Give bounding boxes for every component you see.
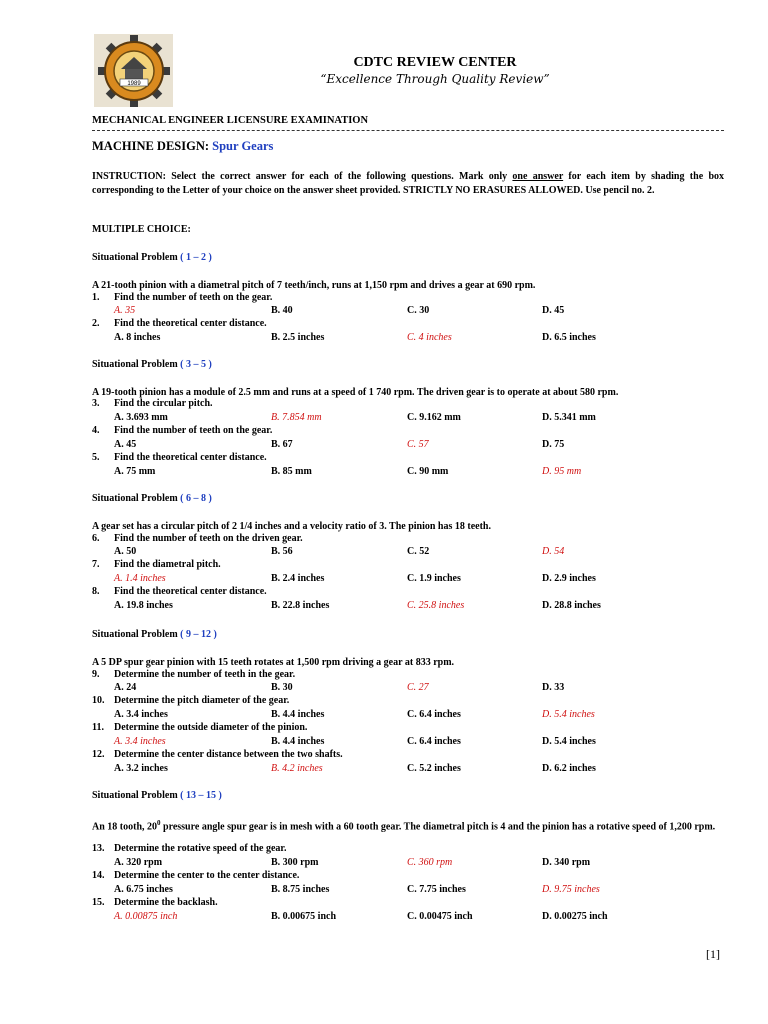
answer-option-d-correct: D. 95 mm <box>542 466 582 477</box>
answer-option-b-correct: B. 4.2 inches <box>271 763 323 774</box>
answer-option-c: C. 0.00475 inch <box>407 911 473 922</box>
situational-problem-range: ( 3 – 5 ) <box>180 359 212 370</box>
answer-option-b: B. 56 <box>271 546 293 557</box>
answer-option-d: D. 6.5 inches <box>542 332 596 343</box>
answer-option-b: B. 2.4 inches <box>271 573 325 584</box>
answer-option-a: A. 24 <box>114 682 137 693</box>
situational-problem-label: Situational Problem <box>92 493 178 504</box>
answer-option-a: A. 8 inches <box>114 332 161 343</box>
exam-title: MECHANICAL ENGINEER LICENSURE EXAMINATION <box>92 115 369 126</box>
answer-option-a: A. 19.8 inches <box>114 600 173 611</box>
answer-option-a: A. 75 mm <box>114 466 156 477</box>
answer-option-c: C. 9.162 mm <box>407 412 461 423</box>
situational-problem-range: ( 6 – 8 ) <box>180 493 212 504</box>
answer-option-d: D. 340 rpm <box>542 857 591 868</box>
answer-option-a-correct: A. 3.4 inches <box>114 736 166 747</box>
answer-option-c: C. 90 mm <box>407 466 449 477</box>
answer-option-d-correct: D. 5.4 inches <box>542 709 595 720</box>
answer-option-b: B. 40 <box>271 305 293 316</box>
question-stem: Find the diametral pitch. <box>114 559 221 570</box>
answer-option-b: B. 22.8 inches <box>271 600 330 611</box>
question-stem: Find the circular pitch. <box>114 398 213 409</box>
problem-statement-part: pressure angle spur gear is in mesh with a 60 tooth gear. The diametral pitch is 4 and the pinion has a rotative speed of 1,200 rpm. <box>160 821 716 833</box>
degree-superscript: 0 <box>157 819 161 827</box>
answer-option-d-correct: D. 54 <box>542 546 565 557</box>
instruction-text-1: INSTRUCTION: Select the correct answer for each of the following questions. Mark only <box>92 171 513 182</box>
dashed-divider <box>92 130 724 131</box>
answer-option-c: C. 7.75 inches <box>407 884 466 895</box>
situational-problem-heading <box>92 493 212 504</box>
answer-option-a-correct: A. 1.4 inches <box>114 573 166 584</box>
answer-option-d: D. 33 <box>542 682 565 693</box>
answer-option-d: D. 0.00275 inch <box>542 911 608 922</box>
answer-option-b: B. 67 <box>271 439 293 450</box>
question-stem: Determine the pitch diameter of the gear. <box>114 695 290 706</box>
situational-problem-range: ( 9 – 12 ) <box>180 629 217 640</box>
question-number: 8. <box>92 586 100 597</box>
section-heading: MULTIPLE CHOICE: <box>92 224 191 235</box>
answer-option-d: D. 2.9 inches <box>542 573 596 584</box>
situational-problem-label: Situational Problem <box>92 359 178 370</box>
question-number: 5. <box>92 452 100 463</box>
question-stem: Find the theoretical center distance. <box>114 318 267 329</box>
answer-option-c: C. 5.2 inches <box>407 763 461 774</box>
problem-statement-part: An 18 tooth, 20 <box>92 821 158 833</box>
answer-option-b: B. 8.75 inches <box>271 884 330 895</box>
answer-option-b: B. 2.5 inches <box>271 332 325 343</box>
answer-option-c: C. 6.4 inches <box>407 736 461 747</box>
answer-option-c-correct: C. 27 <box>407 682 429 693</box>
question-stem: Find the number of teeth on the gear. <box>114 292 273 303</box>
situational-problem-heading <box>92 252 212 263</box>
problem-statement: A 21-tooth pinion with a diametral pitch of 7 teeth/inch, runs at 1,150 rpm and drives a gear at 690 rpm. <box>92 280 536 291</box>
cdtc-logo <box>94 34 173 107</box>
answer-option-d: D. 5.341 mm <box>542 412 596 423</box>
question-number: 2. <box>92 318 100 329</box>
answer-option-c-correct: C. 25.8 inches <box>407 600 465 611</box>
question-number: 12. <box>92 749 105 760</box>
question-stem: Find the number of teeth on the gear. <box>114 425 273 436</box>
subject-label: MACHINE DESIGN: <box>92 139 210 153</box>
answer-option-b: B. 4.4 inches <box>271 709 325 720</box>
answer-option-d: D. 28.8 inches <box>542 600 601 611</box>
answer-option-c: C. 6.4 inches <box>407 709 461 720</box>
answer-option-a: A. 45 <box>114 439 137 450</box>
answer-option-c-correct: C. 4 inches <box>407 332 452 343</box>
answer-option-a: A. 50 <box>114 546 137 557</box>
question-stem: Determine the rotative speed of the gear. <box>114 843 287 854</box>
answer-option-d-correct: D. 9.75 inches <box>542 884 600 895</box>
answer-option-a-correct: A. 0.00875 inch <box>114 911 178 922</box>
situational-problem-range: ( 13 – 15 ) <box>180 790 222 801</box>
answer-option-d: D. 5.4 inches <box>542 736 596 747</box>
problem-statement: A 19-tooth pinion has a module of 2.5 mm and runs at a speed of 1 740 rpm. The driven gear is to operate at about 580 rpm. <box>92 387 619 398</box>
answer-option-a: A. 3.2 inches <box>114 763 168 774</box>
answer-option-a: A. 3.693 mm <box>114 412 168 423</box>
situational-problem-label: Situational Problem <box>92 629 178 640</box>
answer-option-a: A. 3.4 inches <box>114 709 168 720</box>
situational-problem-label: Situational Problem <box>92 790 178 801</box>
subject-heading <box>92 139 273 154</box>
answer-option-c-correct: C. 57 <box>407 439 429 450</box>
question-stem: Determine the outside diameter of the pinion. <box>114 722 308 733</box>
answer-option-c: C. 30 <box>407 305 430 316</box>
problem-statement: A gear set has a circular pitch of 2 1/4 inches and a velocity ratio of 3. The pinion has 18 teeth. <box>92 521 491 532</box>
answer-option-b-correct: B. 7.854 mm <box>271 412 322 423</box>
answer-option-d: D. 6.2 inches <box>542 763 596 774</box>
subject-topic: Spur Gears <box>212 139 274 153</box>
question-number: 14. <box>92 870 105 881</box>
answer-option-b: B. 30 <box>271 682 293 693</box>
question-stem: Find the number of teeth on the driven gear. <box>114 533 303 544</box>
question-number: 13. <box>92 843 105 854</box>
instruction-text-2: for each item by shading the box corresponding to the Letter of your choice on the answer sheet provided. STRICTLY NO ERASURES ALLOWED. Use pencil no. 2. <box>92 171 725 196</box>
situational-problem-heading <box>92 790 222 801</box>
question-stem: Determine the number of teeth in the gear. <box>114 669 296 680</box>
answer-option-b: B. 85 mm <box>271 466 312 477</box>
question-number: 6. <box>92 533 100 544</box>
question-number: 1. <box>92 292 100 303</box>
problem-statement <box>92 817 724 834</box>
answer-option-b: B. 0.00675 inch <box>271 911 337 922</box>
answer-option-a: A. 320 rpm <box>114 857 163 868</box>
answer-option-c: C. 1.9 inches <box>407 573 461 584</box>
page-number: [1] <box>706 947 720 961</box>
question-stem: Determine the backlash. <box>114 897 218 908</box>
center-motto: “Excellence Through Quality Review” <box>320 72 550 86</box>
answer-option-c-correct: C. 360 rpm <box>407 857 453 868</box>
question-stem: Find the theoretical center distance. <box>114 452 267 463</box>
logo-year: 1989 <box>127 81 141 87</box>
answer-option-c: C. 52 <box>407 546 430 557</box>
answer-option-b: B. 4.4 inches <box>271 736 325 747</box>
question-number: 11. <box>92 722 104 733</box>
question-number: 9. <box>92 669 100 680</box>
problem-statement: A 5 DP spur gear pinion with 15 teeth rotates at 1,500 rpm driving a gear at 833 rpm. <box>92 657 455 668</box>
answer-option-d: D. 45 <box>542 305 565 316</box>
question-number: 7. <box>92 559 100 570</box>
instruction-paragraph <box>92 170 724 197</box>
question-stem: Determine the center distance between the two shafts. <box>114 749 343 760</box>
center-title: CDTC REVIEW CENTER <box>353 55 517 70</box>
situational-problem-label: Situational Problem <box>92 252 178 263</box>
answer-option-a: A. 6.75 inches <box>114 884 173 895</box>
answer-option-a-correct: A. 35 <box>114 305 136 316</box>
question-stem: Find the theoretical center distance. <box>114 586 267 597</box>
answer-option-b: B. 300 rpm <box>271 857 319 868</box>
question-number: 3. <box>92 398 100 409</box>
situational-problem-range: ( 1 – 2 ) <box>180 252 212 263</box>
question-stem: Determine the center to the center distance. <box>114 870 300 881</box>
question-number: 10. <box>92 695 105 706</box>
question-number: 15. <box>92 897 105 908</box>
situational-problem-heading <box>92 629 217 640</box>
question-number: 4. <box>92 425 100 436</box>
answer-option-d: D. 75 <box>542 439 565 450</box>
situational-problem-heading <box>92 359 212 370</box>
instruction-emphasis: one answer <box>512 171 564 182</box>
